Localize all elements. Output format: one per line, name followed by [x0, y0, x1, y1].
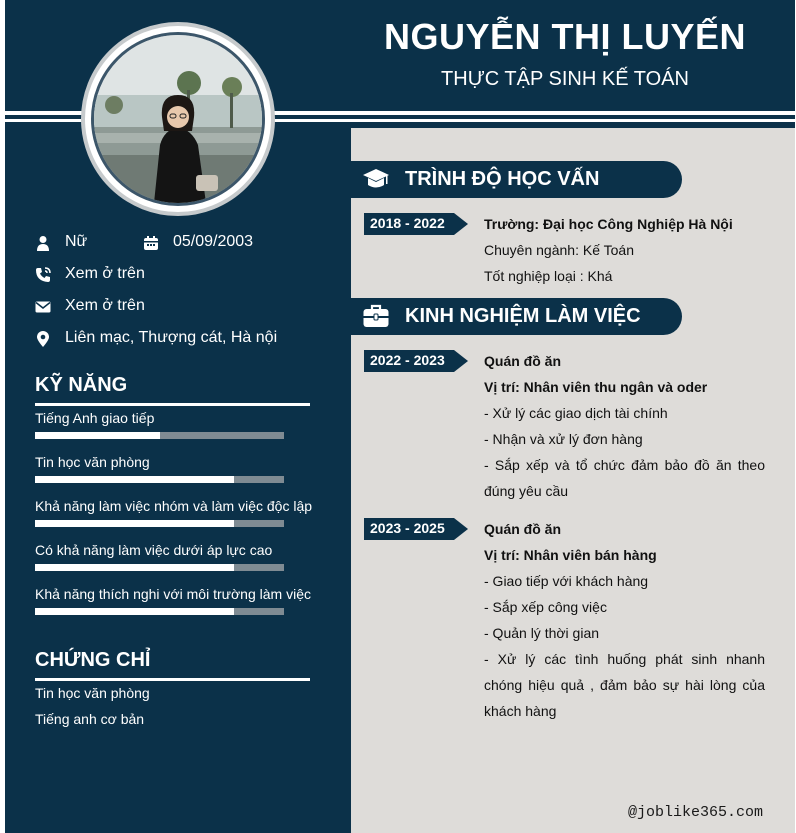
- certificate-item: Tin học văn phòng: [35, 685, 150, 701]
- job-position: Vị trí: Nhân viên thu ngân và oder: [484, 379, 708, 395]
- skill-label: Khả năng làm việc nhóm và làm việc độc lập: [35, 498, 313, 514]
- skill-bar: [35, 608, 284, 615]
- education-grade: Tốt nghiệp loại : Khá: [484, 268, 613, 284]
- job-company: Quán đồ ăn: [484, 353, 561, 369]
- education-heading: TRÌNH ĐỘ HỌC VẤN: [405, 168, 600, 190]
- location-pin-icon: [35, 331, 51, 347]
- job-title: THỰC TẬP SINH KẾ TOÁN: [441, 68, 689, 90]
- education-years-badge: [364, 213, 468, 235]
- briefcase-icon: [363, 304, 389, 329]
- job-duty: - Xử lý các tình huống phát sinh nhanh chóng hiệu quả , đảm bảo sự hài lòng của khách hàng: [484, 651, 765, 719]
- profile-photo: [94, 35, 262, 203]
- job-duty: - Xử lý các giao dịch tài chính: [484, 405, 668, 421]
- job-duty: - Sắp xếp và tổ chức đảm bảo đồ ăn theo đúng yêu cầu: [484, 457, 765, 499]
- skill-bar-fill: [35, 476, 234, 483]
- skills-heading: KỸ NĂNG: [35, 374, 128, 396]
- skill-bar: [35, 476, 284, 483]
- education-ribbon: [351, 161, 682, 198]
- email-value: Xem ở trên: [65, 297, 145, 314]
- certificates-rule: [35, 678, 310, 681]
- job-years-badge: [364, 518, 468, 540]
- skill-bar: [35, 564, 284, 571]
- job-years: 2022 - 2023: [370, 352, 445, 368]
- skill-bar-fill: [35, 432, 160, 439]
- skill-label: Khả năng thích nghi với môi trường làm việc: [35, 586, 311, 602]
- education-years: 2018 - 2022: [370, 215, 445, 231]
- avatar: [91, 32, 265, 206]
- skill-bar: [35, 520, 284, 527]
- watermark: @joblike365.com: [628, 804, 764, 821]
- mail-icon: [35, 299, 51, 315]
- job-years: 2023 - 2025: [370, 520, 445, 536]
- job-position: Vị trí: Nhân viên bán hàng: [484, 547, 657, 563]
- gender-value: Nữ: [65, 233, 88, 250]
- education-major: Chuyên ngành: Kế Toán: [484, 242, 634, 258]
- skill-bar: [35, 432, 284, 439]
- job-company: Quán đồ ăn: [484, 521, 561, 537]
- phone-icon: [35, 267, 51, 283]
- job-duty: - Nhận và xử lý đơn hàng: [484, 431, 643, 447]
- certificates-heading: CHỨNG CHỈ: [35, 649, 151, 671]
- experience-ribbon: [351, 298, 682, 335]
- candidate-name: NGUYỄN THỊ LUYẾN: [383, 16, 747, 57]
- education-school: Trường: Đại học Công Nghiệp Hà Nội: [484, 216, 733, 232]
- skill-bar-fill: [35, 520, 234, 527]
- birthday-value: 05/09/2003: [173, 233, 254, 250]
- user-icon: [35, 235, 51, 251]
- job-duty: - Quản lý thời gian: [484, 625, 600, 641]
- skill-bar-fill: [35, 564, 234, 571]
- address-value: Liên mạc, Thượng cát, Hà nội: [65, 329, 278, 346]
- graduation-cap-icon: [363, 167, 389, 192]
- certificate-item: Tiếng anh cơ bản: [35, 711, 145, 727]
- job-years-badge: [364, 350, 468, 372]
- experience-heading: KINH NGHIỆM LÀM VIỆC: [405, 305, 641, 327]
- phone-value: Xem ở trên: [65, 265, 145, 282]
- calendar-icon: [143, 235, 159, 251]
- skill-label: Tin học văn phòng: [35, 454, 150, 470]
- job-duty: - Sắp xếp công việc: [484, 599, 607, 615]
- job-duty: - Giao tiếp với khách hàng: [484, 573, 649, 589]
- skills-rule: [35, 403, 310, 406]
- skill-label: Tiếng Anh giao tiếp: [35, 410, 155, 426]
- skill-bar-fill: [35, 608, 234, 615]
- skill-label: Có khả năng làm việc dưới áp lực cao: [35, 542, 273, 558]
